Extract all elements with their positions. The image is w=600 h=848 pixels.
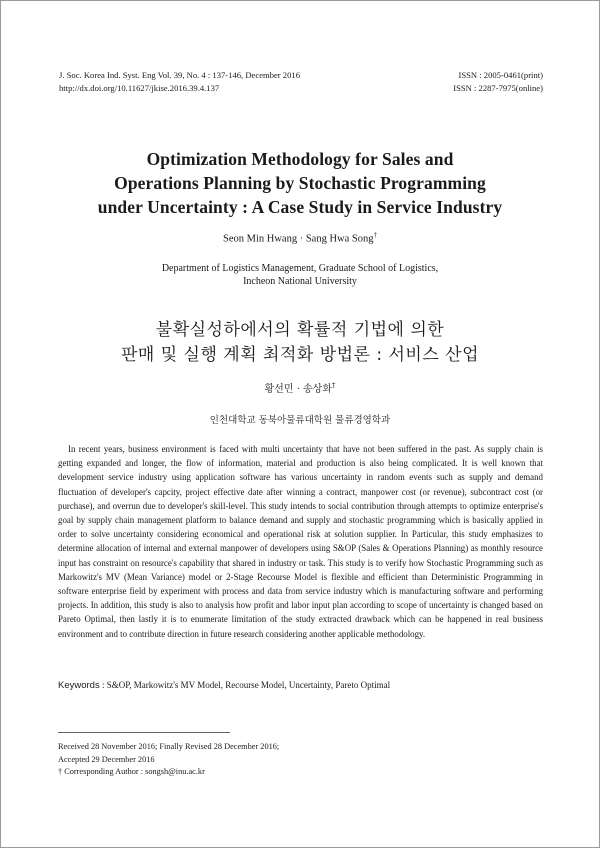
- title-ko-line: 판매 및 실행 계획 최적화 방법론 : 서비스 산업: [120, 345, 480, 365]
- affiliation-korean: 인천대학교 동북아물류대학원 물류경영학과: [209, 415, 391, 426]
- issn-online: ISSN : 2287-7975(online): [453, 83, 543, 93]
- corresponding-mark: †: [373, 231, 377, 239]
- affiliation-english: [0, 262, 600, 288]
- keywords: [58, 680, 543, 691]
- keywords-label: Keywords: [58, 680, 100, 691]
- author-names-ko: 황선민 · 송상화: [264, 384, 332, 395]
- footnote-divider: [58, 732, 230, 733]
- keywords-text: S&OP, Markowitz's MV Model, Recourse Model, Uncertainty, Pareto Optimal: [106, 680, 391, 690]
- abstract: In recent years, business environment is faced with multi uncertainty that have not been suffered in the past. As supply chain is getting expanded and longer, the flow of information, material and production is also being complicated. It is well known that development service industry using application software has various uncertainty in random events such as supply and demand fluctuation of developer's capcity, project effective date after winning a contract, manpower cost (or revenue), subcontract cost (or purchase), and overrun due to developer's skill-level. This study intends to social contribution through attempts to optimize enterprise's goal by supply chain management platform to balance demand and supply and stochastic programming which is basically applied in order to solve uncertainty considering economical and operational risk at solution supplier. In Particular, this study emphasizes to determine allocation of internal and external manpower of developers using S&OP (Sales & Operations Planning) as monthly resource input has constraint on resource's capability that shared in industry or task. This study is to verify how Stochastic Programming such as Markowitz's MV (Mean Variance) model or 2-Stage Recourse Model is flexible and efficient than Deterministic Programming in software enterprise field by experiment with process and data from service industry which is manufacturing software and performing projects. In addition, this study is also to analysis how profit and labor input plan according to scope of uncertainty is changed based on Pareto Optimal, then lastly it is to enumerate limitation of the study extracted drawback which can be happened in real business environment and to contribute direction in future research considering another applicable methodology.: [58, 444, 543, 639]
- corresponding-author: † Corresponding Author : songsh@inu.ac.kr: [58, 767, 205, 777]
- paper-title-korean: [0, 318, 600, 368]
- doi-link[interactable]: http://dx.doi.org/10.11627/jkise.2016.39.4.137: [59, 83, 220, 93]
- footnotes: [58, 741, 279, 779]
- authors-korean: [0, 380, 600, 395]
- title-en-line: under Uncertainty : A Case Study in Service Industry: [97, 197, 503, 217]
- title-en-line: Optimization Methodology for Sales and: [146, 149, 454, 169]
- author-names-en: Seon Min Hwang · Sang Hwa Song: [223, 233, 374, 245]
- journal-citation: J. Soc. Korea Ind. Syst. Eng Vol. 39, No. 4 : 137-146, December 2016: [59, 70, 300, 80]
- corresponding-mark: †: [332, 381, 336, 390]
- issn-print: ISSN : 2005-0461(print): [458, 70, 543, 80]
- title-ko-line: 불확실성하에서의 확률적 기법에 의한: [155, 320, 445, 340]
- received-date: Received 28 November 2016; Finally Revised 28 December 2016;: [58, 742, 280, 751]
- affiliation-en-line: Incheon National University: [243, 276, 357, 287]
- authors-english: [0, 231, 600, 245]
- keywords-separator: :: [99, 680, 107, 690]
- accepted-date: Accepted 29 December 2016: [58, 754, 155, 764]
- title-en-line: Operations Planning by Stochastic Programming: [114, 173, 486, 193]
- affiliation-en-line: Department of Logistics Management, Graduate School of Logistics,: [161, 263, 439, 274]
- paper-title-english: [0, 147, 600, 219]
- journal-header: [59, 69, 543, 95]
